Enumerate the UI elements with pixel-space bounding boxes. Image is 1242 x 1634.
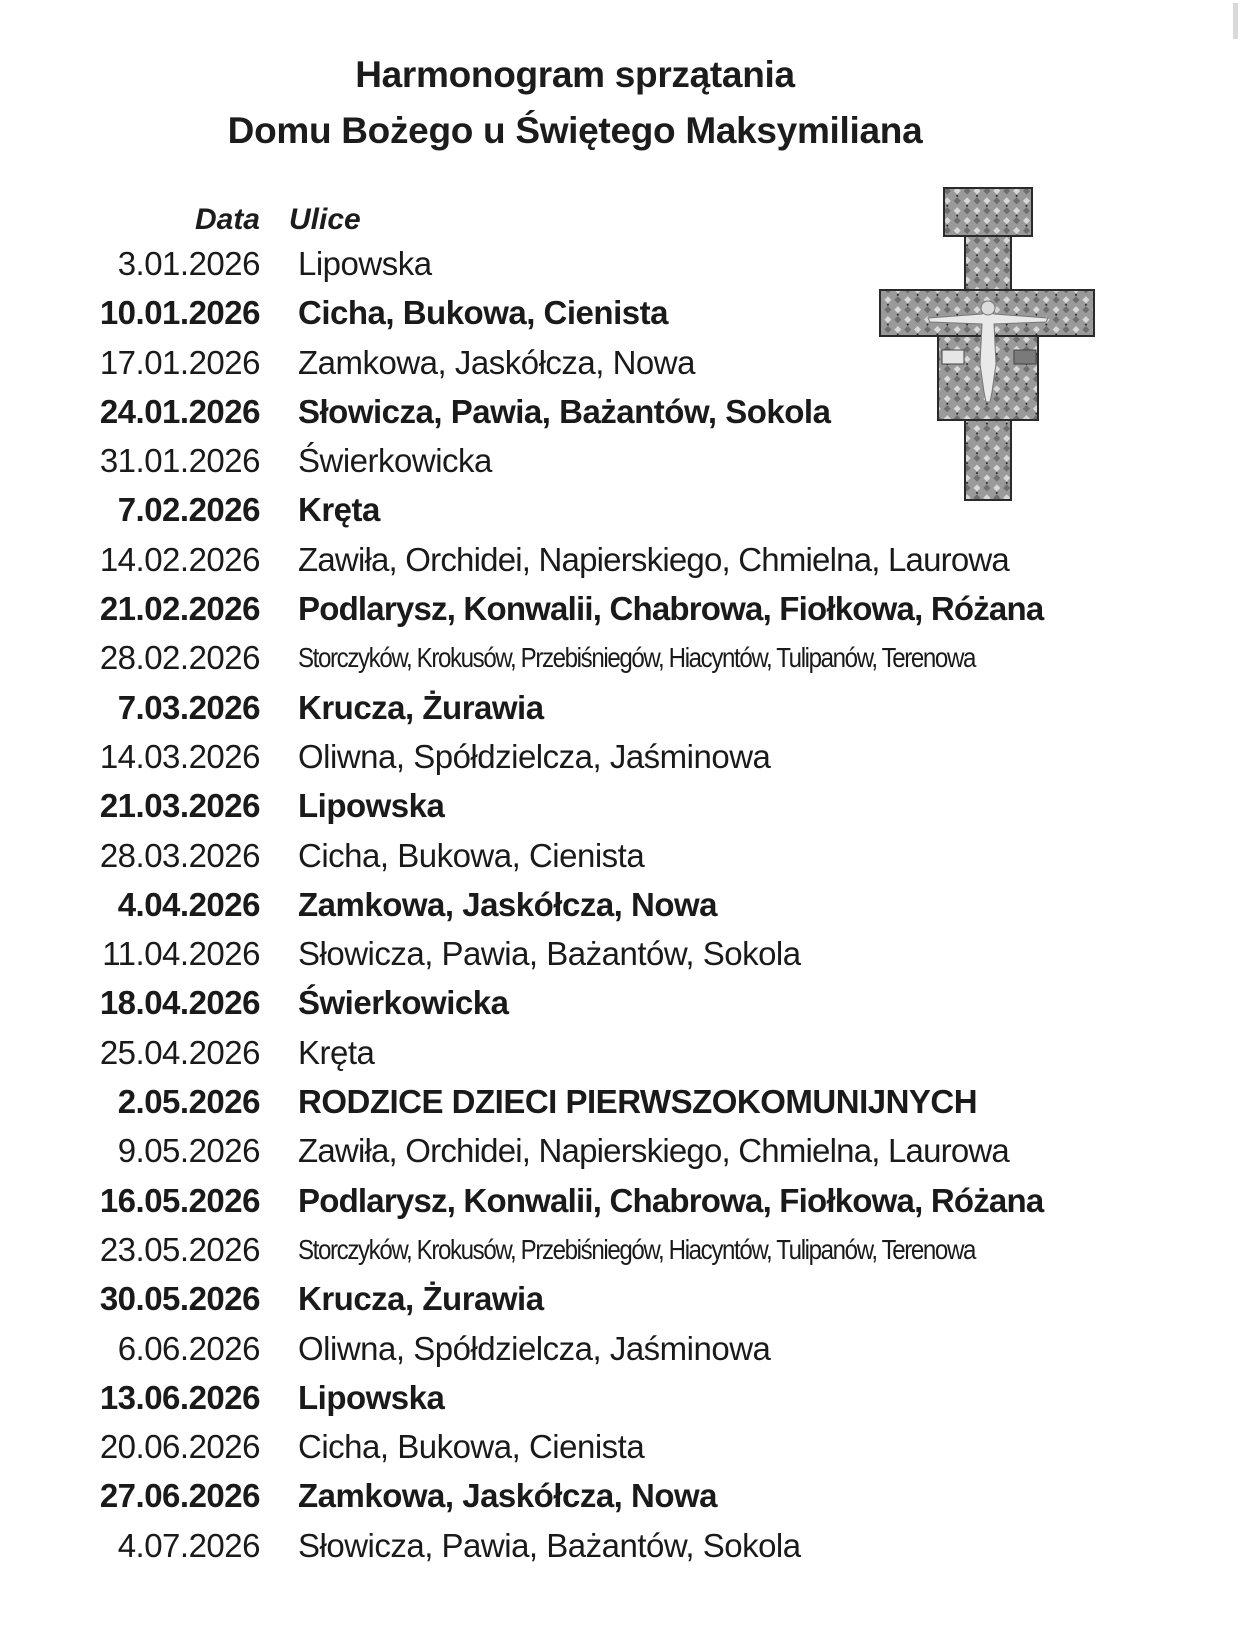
schedule-row <box>0 1426 1242 1475</box>
page-subtitle: Domu Bożego u Świętego Maksymiliana <box>227 110 923 151</box>
schedule-streets: Słowicza, Pawia, Bażantów, Sokola <box>298 935 801 973</box>
schedule-row <box>0 1328 1242 1377</box>
schedule-streets: Lipowska <box>298 787 445 825</box>
san-damiano-cross-icon <box>878 186 1096 502</box>
schedule-date: 11.04.2026 <box>102 935 260 973</box>
column-header-streets: Ulice <box>289 203 361 236</box>
schedule-date: 6.06.2026 <box>117 1329 260 1367</box>
schedule-streets: Słowicza, Pawia, Bażantów, Sokola <box>298 1526 801 1564</box>
schedule-row <box>0 687 1242 736</box>
schedule-row <box>0 1377 1242 1426</box>
schedule-streets: Podlarysz, Konwalii, Chabrowa, Fiołkowa, Różana <box>298 1181 1044 1219</box>
schedule-date: 2.05.2026 <box>117 1083 260 1121</box>
schedule-date: 14.03.2026 <box>99 737 260 775</box>
schedule-streets: RODZICE DZIECI PIERWSZOKOMUNIJNYCH <box>298 1083 978 1121</box>
schedule-streets: Krucza, Żurawia <box>298 688 544 726</box>
schedule-row <box>0 785 1242 834</box>
schedule-streets: Zawiła, Orchidei, Napierskiego, Chmielna, Laurowa <box>298 1132 1009 1170</box>
schedule-row <box>0 736 1242 785</box>
column-header-date: Data <box>194 203 260 236</box>
schedule-date: 30.05.2026 <box>99 1280 260 1318</box>
schedule-row <box>0 884 1242 933</box>
schedule-streets: Cicha, Bukowa, Cienista <box>298 836 645 874</box>
schedule-streets: Zamkowa, Jaskółcza, Nowa <box>298 343 695 381</box>
schedule-date: 21.03.2026 <box>99 787 260 825</box>
schedule-streets: Storczyków, Krokusów, Przebiśniegów, Hiacyntów, Tulipanów, Terenowa <box>298 1233 975 1265</box>
schedule-streets: Cicha, Bukowa, Cienista <box>298 1428 645 1466</box>
schedule-streets: Zawiła, Orchidei, Napierskiego, Chmielna, Laurowa <box>298 540 1009 578</box>
schedule-date: 28.02.2026 <box>99 639 260 677</box>
schedule-row <box>0 933 1242 982</box>
schedule-streets: Świerkowicka <box>298 984 509 1022</box>
schedule-date: 7.03.2026 <box>117 688 260 726</box>
schedule-date: 16.05.2026 <box>99 1181 260 1219</box>
schedule-streets: Świerkowicka <box>298 442 492 480</box>
schedule-streets: Oliwna, Spółdzielcza, Jaśminowa <box>298 737 771 775</box>
schedule-date: 18.04.2026 <box>99 984 260 1022</box>
schedule-date: 13.06.2026 <box>99 1378 260 1416</box>
schedule-date: 3.01.2026 <box>117 245 260 282</box>
schedule-date: 27.06.2026 <box>99 1477 260 1515</box>
schedule-row <box>0 1229 1242 1278</box>
schedule-row <box>0 1032 1242 1081</box>
schedule-streets: Kręta <box>298 1033 375 1071</box>
schedule-date: 20.06.2026 <box>99 1428 260 1466</box>
schedule-date: 10.01.2026 <box>99 294 260 332</box>
page-edge-strip <box>1233 3 1238 39</box>
schedule-date: 25.04.2026 <box>99 1033 260 1071</box>
schedule-streets: Krucza, Żurawia <box>298 1280 544 1318</box>
schedule-streets: Cicha, Bukowa, Cienista <box>298 294 668 332</box>
schedule-row <box>0 1278 1242 1327</box>
schedule-date: 17.01.2026 <box>99 343 260 381</box>
schedule-date: 4.04.2026 <box>117 885 260 923</box>
schedule-date: 23.05.2026 <box>99 1230 260 1268</box>
schedule-streets: Zamkowa, Jaskółcza, Nowa <box>298 885 718 923</box>
schedule-date: 14.02.2026 <box>99 540 260 578</box>
schedule-row <box>0 588 1242 637</box>
schedule-date: 21.02.2026 <box>99 590 260 628</box>
schedule-streets: Storczyków, Krokusów, Przebiśniegów, Hiacyntów, Tulipanów, Terenowa <box>298 642 975 674</box>
schedule-date: 28.03.2026 <box>99 836 260 874</box>
schedule-date: 4.07.2026 <box>117 1526 260 1564</box>
schedule-row <box>0 1525 1242 1574</box>
schedule-row <box>0 982 1242 1031</box>
schedule-row <box>0 637 1242 686</box>
schedule-streets: Słowicza, Pawia, Bażantów, Sokola <box>298 392 831 430</box>
schedule-streets: Podlarysz, Konwalii, Chabrowa, Fiołkowa, Różana <box>298 590 1044 628</box>
schedule-date: 24.01.2026 <box>99 392 260 430</box>
schedule-row <box>0 835 1242 884</box>
schedule-row <box>0 1475 1242 1524</box>
schedule-row <box>0 539 1242 588</box>
schedule-streets: Lipowska <box>298 245 432 282</box>
schedule-date: 9.05.2026 <box>117 1132 260 1170</box>
schedule-streets: Kręta <box>298 491 380 529</box>
page-title: Harmonogram sprzątania <box>355 54 795 95</box>
schedule-row <box>0 1130 1242 1179</box>
schedule-streets: Oliwna, Spółdzielcza, Jaśminowa <box>298 1329 771 1367</box>
schedule-row <box>0 1180 1242 1229</box>
schedule-streets: Lipowska <box>298 1378 445 1416</box>
schedule-row <box>0 1081 1242 1130</box>
schedule-streets: Zamkowa, Jaskółcza, Nowa <box>298 1477 718 1515</box>
schedule-date: 31.01.2026 <box>99 442 260 480</box>
schedule-date: 7.02.2026 <box>117 491 260 529</box>
